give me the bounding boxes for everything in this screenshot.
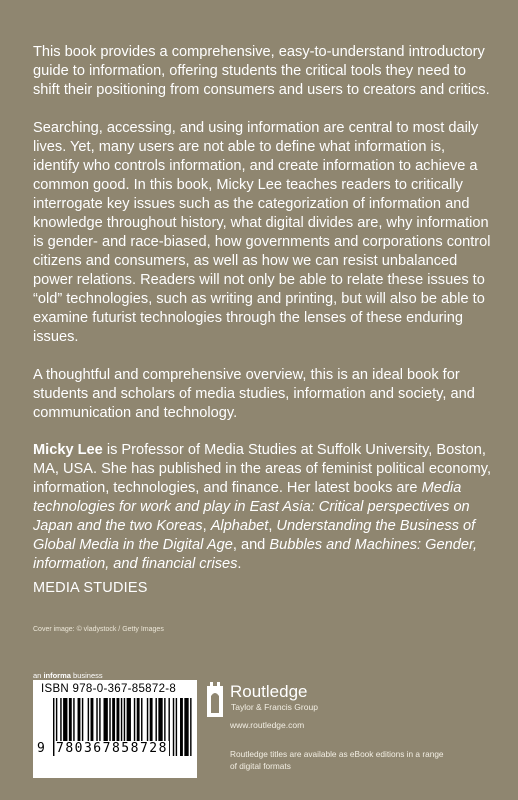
isbn-barcode <box>33 680 197 778</box>
informa-brand: informa <box>43 671 71 680</box>
blurb-paragraph-1: This book provides a comprehensive, easy-to-understand introductory guide to information, offering students the critical tools they need to shift their positioning from consumers and users to creators and critics. <box>33 44 490 98</box>
author-bio <box>33 441 493 574</box>
publisher-name: Routledge <box>230 682 308 701</box>
informa-business-label <box>33 671 103 680</box>
separator: , and <box>232 537 270 553</box>
informa-prefix: an <box>33 671 44 680</box>
separator: , <box>202 518 211 534</box>
barcode-bar <box>180 698 183 756</box>
book-title-2: Alphabet <box>210 518 269 534</box>
publisher-url[interactable]: www.routledge.com <box>230 720 305 730</box>
author-name: Micky Lee <box>33 442 103 458</box>
book-title-3: Understanding the Business of Global Media in the Digital Age <box>33 518 476 553</box>
barcode-number: 780367858728 <box>56 741 168 756</box>
author-bio-text: is Professor of Media Studies at Suffolk University, Boston, MA, USA. She has published in the areas of feminist political economy, information, technologies, and finance. Her latest books are <box>33 442 492 496</box>
barcode-bar <box>176 698 177 756</box>
cover-image-credit: Cover image: © vladystock / Getty Images <box>33 626 164 633</box>
routledge-tower-logo-icon <box>205 680 225 718</box>
isbn-label: ISBN 978-0-367-85872-8 <box>41 683 177 695</box>
subject-category: MEDIA STUDIES <box>33 580 148 596</box>
barcode-first-digit: 9 <box>37 741 47 756</box>
separator: , <box>268 518 277 534</box>
barcode-bar <box>184 698 188 756</box>
publisher-group: Taylor & Francis Group <box>231 702 318 712</box>
barcode-bar <box>190 698 191 756</box>
barcode-bar <box>173 698 174 756</box>
blurb-paragraph-2: Searching, accessing, and using information are central to most daily lives. Yet, many users are not able to define what information is, identify who controls information, and create information to achieve a common good. In this book, Micky Lee teaches readers to critically interrogate key issues such as the categorization of information and knowledge throughout history, what digital divides are, why information is gender- and race-biased, how governments and corporations control citizens and consumers, as well as how we can resist unbalanced power relations. Readers will not only be able to relate these issues to “old” technologies, such as writing and printing, but will also be able to examine futurist technologies through the lenses of these enduring issues. <box>33 120 491 345</box>
book-title-4: Bubbles and Machines: Gender, information, and financial crises <box>33 537 478 572</box>
ebook-note: Routledge titles are available as eBook editions in a range of digital formats <box>230 749 444 771</box>
blurb-text <box>33 43 493 593</box>
informa-suffix: business <box>70 671 103 680</box>
blurb-paragraph-3: A thoughtful and comprehensive overview, this is an ideal book for students and scholars of media studies, information and society, and communication and technology. <box>33 367 475 421</box>
bio-end: . <box>237 556 242 572</box>
book-title-1: Media technologies for work and play in East Asia: Critical perspectives on Japan and the two Koreas <box>33 480 470 534</box>
